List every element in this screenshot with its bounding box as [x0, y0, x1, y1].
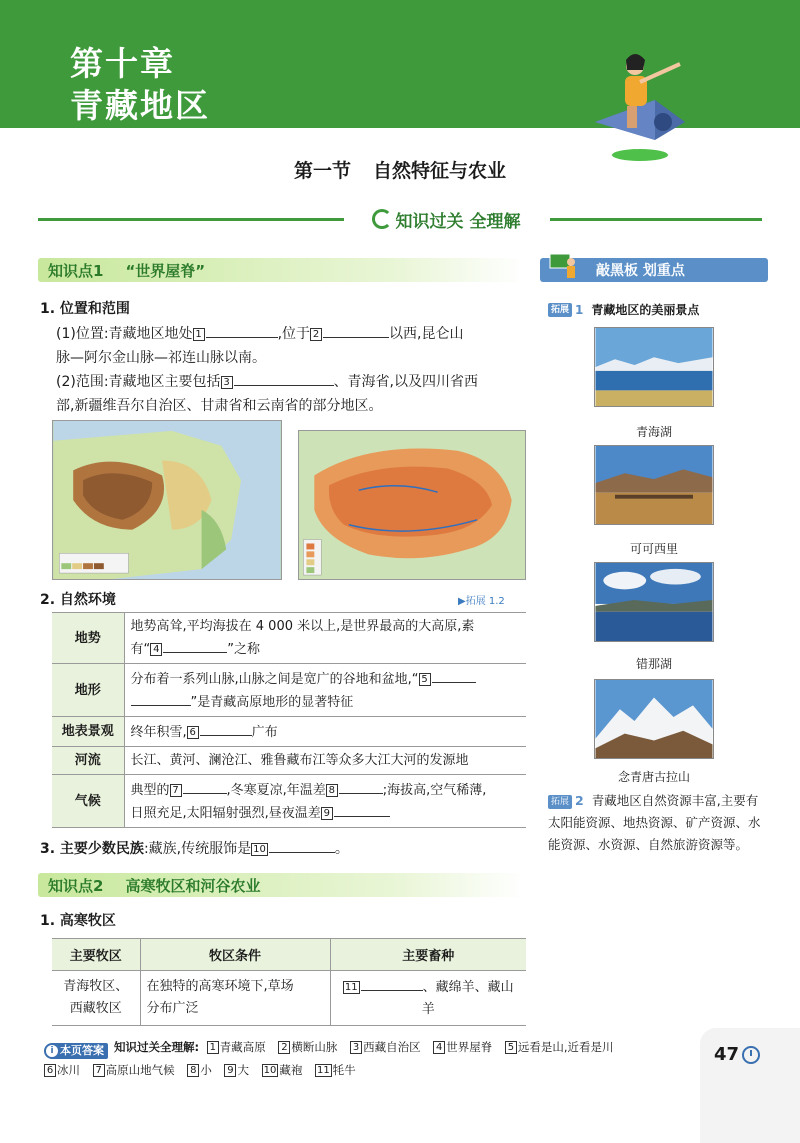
banner-label: 知识过关 全理解	[395, 211, 521, 232]
chapter-number: 第十章	[70, 44, 175, 83]
answer-number: 4	[433, 1041, 445, 1054]
text: 、藏绵羊、藏山羊	[421, 980, 514, 1017]
heading-location: 1. 位置和范围	[40, 301, 130, 317]
text: 地势高耸,平均海拔在 4 000 米以上,是世界最高的大高原,素	[130, 619, 475, 634]
text: 部,新疆维吾尔自治区、甘肃省和云南省的部分地区。	[56, 398, 383, 414]
blank-8[interactable]	[339, 778, 383, 794]
table-row	[52, 775, 526, 828]
answer-item	[505, 1040, 614, 1054]
answer-text: 世界屋脊	[446, 1040, 493, 1054]
kp-title: “世界屋脊”	[125, 261, 206, 280]
answer-item	[187, 1063, 212, 1077]
blank-number: 11	[344, 982, 358, 993]
text: ,位于	[277, 326, 311, 342]
section-number: 第一节	[293, 160, 351, 182]
blank-number: 9	[321, 807, 333, 820]
blank-number: 5	[419, 673, 431, 686]
answer-number: 7	[93, 1064, 105, 1077]
answer-text: 高原山地气候	[105, 1063, 175, 1077]
tuozhan-badge: 拓展	[548, 303, 572, 317]
row-key: 地势	[52, 613, 124, 664]
answer-item	[315, 1063, 356, 1077]
sidebar-title: 敲黑板 划重点	[596, 263, 685, 279]
answer-label: 知识过关全理解:	[114, 1040, 200, 1054]
text: 脉—阿尔金山脉—祁连山脉以南。	[56, 350, 266, 366]
answer-text: 牦牛	[332, 1063, 356, 1077]
column-header: 牧区条件	[140, 939, 330, 971]
blank-3[interactable]	[234, 370, 334, 386]
answer-text: 藏袍	[279, 1063, 303, 1077]
text: 分布广泛	[146, 1001, 199, 1016]
blank-11[interactable]	[361, 975, 423, 991]
blank-9[interactable]	[334, 801, 390, 817]
section-title	[0, 156, 800, 183]
blank-number: 8	[326, 784, 338, 797]
blank-4[interactable]	[163, 637, 227, 653]
tuozhan-number: 1	[575, 302, 584, 317]
cuona-lake-photo	[594, 562, 714, 642]
blank-6[interactable]	[200, 720, 252, 736]
row-value: 长江、黄河、澜沧江、雅鲁藏布江等众多大江大河的发源地	[124, 747, 526, 775]
pasture-table	[52, 938, 526, 1026]
photo-caption: 可可西里	[629, 542, 678, 556]
text: 青海牧区、	[63, 979, 129, 994]
table-row	[52, 971, 526, 1026]
page-number-text: 47	[714, 1044, 740, 1065]
row-key: 河流	[52, 747, 124, 775]
blank-7[interactable]	[183, 778, 227, 794]
blank-number: 4	[150, 643, 162, 656]
row-value	[124, 717, 526, 747]
column-header: 主要畜种	[330, 939, 526, 971]
answer-item	[44, 1063, 80, 1077]
answer-number: 6	[44, 1064, 56, 1077]
answer-number: 9	[224, 1064, 236, 1077]
answer-number: 5	[505, 1041, 517, 1054]
qinghai-tibet-region-map	[298, 430, 526, 580]
answer-text: 大	[237, 1063, 249, 1077]
text: 典型的	[130, 783, 170, 798]
banner-line-left	[38, 218, 344, 221]
answer-number: 1	[207, 1041, 219, 1054]
knowledge-point-2-header	[38, 873, 524, 897]
answer-item	[207, 1040, 266, 1054]
knowledge-banner	[38, 206, 762, 232]
sidebar-header	[540, 258, 768, 282]
banner-line-right	[550, 218, 762, 221]
text: 西藏牧区	[69, 1001, 122, 1016]
tuozhan-badge: 拓展	[548, 795, 572, 809]
tuozhan-number: 2	[575, 793, 584, 808]
badge-text: 本页答案	[60, 1044, 104, 1057]
text: 在独特的高寒环境下,草场	[146, 979, 294, 994]
text: 、青海省,以及四川省西	[333, 374, 479, 390]
photo-caption: 念青唐古拉山	[617, 770, 690, 784]
answer-bar	[44, 1036, 684, 1081]
answer-badge	[44, 1043, 108, 1059]
heading-pasture: 1. 高寒牧区	[40, 913, 116, 929]
blank-2[interactable]	[323, 322, 389, 338]
cell-animals	[330, 971, 526, 1026]
info-icon: i	[46, 1045, 58, 1057]
text: :藏族,传统服饰是	[143, 841, 252, 857]
knowledge-point-1-header	[38, 258, 524, 282]
page-number	[714, 1044, 760, 1065]
banner-title	[346, 206, 546, 232]
teacher-icon	[548, 250, 578, 282]
answer-item	[262, 1063, 303, 1077]
text: 日照充足,太阳辐射强烈,昼夜温差	[130, 806, 321, 821]
text: 以西,昆仑山	[389, 326, 464, 342]
answer-item	[93, 1063, 175, 1077]
table-row	[52, 613, 526, 664]
swirl-icon	[372, 209, 392, 229]
table-row	[52, 717, 526, 747]
tuozhan-text: 青藏地区自然资源丰富,主要有太阳能资源、地热资源、矿产资源、水能资源、水资源、自然旅游资源等。	[548, 793, 761, 852]
table-row	[52, 747, 526, 775]
answer-number: 10	[263, 1065, 277, 1076]
text: 3. 主要少数民族	[40, 841, 144, 857]
text: 有“	[130, 642, 151, 657]
text: 。	[334, 841, 349, 857]
blank-number: 6	[187, 726, 199, 739]
clock-icon	[742, 1046, 760, 1064]
photo-caption: 青海湖	[635, 425, 672, 439]
blank-number: 2	[310, 328, 322, 341]
row-value	[124, 775, 526, 828]
text: ;海拔高,空气稀薄,	[382, 783, 487, 798]
heading-ethnic	[40, 837, 349, 858]
answer-text: 西藏自治区	[363, 1040, 421, 1054]
location-paragraph	[56, 322, 526, 418]
text: (1)位置:青藏地区地处	[56, 326, 193, 342]
tuozhan-2	[548, 790, 768, 856]
girl-on-rocket-illustration	[585, 30, 695, 170]
text: 分布着一系列山脉,山脉之间是宽广的谷地和盆地,“	[130, 672, 419, 687]
text: ”是青藏高原地形的显著特征	[190, 695, 354, 710]
answer-text: 横断山脉	[291, 1040, 338, 1054]
row-key: 地表景观	[52, 717, 124, 747]
chapter-name: 青藏地区	[70, 86, 210, 125]
row-value	[124, 664, 526, 717]
answer-text: 远看是山,近看是川	[517, 1040, 614, 1054]
answer-text: 冰川	[57, 1063, 80, 1077]
text: 广布	[251, 725, 278, 740]
tuozhan-title: 青藏地区的美丽景点	[591, 303, 700, 317]
text: (2)范围:青藏地区主要包括	[56, 374, 221, 390]
tuozhan-1	[548, 301, 699, 318]
row-value	[124, 613, 526, 664]
text: 终年积雪,	[130, 725, 187, 740]
blank-number: 7	[170, 784, 182, 797]
kp-label: 知识点1	[48, 261, 104, 280]
section-name: 自然特征与农业	[373, 160, 507, 182]
blank-number: 3	[221, 376, 233, 389]
column-header: 主要牧区	[52, 939, 140, 971]
answer-item	[278, 1040, 337, 1054]
answer-number: 8	[187, 1064, 199, 1077]
hoh-xil-photo	[594, 445, 714, 525]
blank-number: 1	[193, 328, 205, 341]
kp-title: 高寒牧区和河谷农业	[125, 876, 261, 895]
environment-table	[52, 612, 526, 828]
nyenchen-tanglha-photo	[594, 679, 714, 759]
row-key: 地形	[52, 664, 124, 717]
blank-5[interactable]	[432, 667, 476, 683]
chapter-header	[0, 0, 800, 150]
table-row	[52, 664, 526, 717]
blank-number: 10	[253, 844, 266, 855]
qinghai-lake-photo	[594, 327, 714, 407]
text: ,冬寒夏凉,年温差	[226, 783, 326, 798]
answer-number: 11	[317, 1065, 330, 1076]
tuozhan-link[interactable]: ▶拓展 1.2	[458, 596, 505, 607]
blank-10[interactable]	[269, 837, 335, 853]
answer-text: 青藏高原	[219, 1040, 266, 1054]
blank-5-cont[interactable]	[131, 690, 191, 706]
text: ”之称	[227, 642, 260, 657]
cell-area	[52, 971, 140, 1026]
photo-caption: 错那湖	[635, 657, 672, 671]
heading-environment: 2. 自然环境	[40, 592, 116, 608]
kp-label: 知识点2	[48, 876, 104, 895]
answer-number: 2	[278, 1041, 290, 1054]
answer-text: 小	[200, 1063, 212, 1077]
answer-item	[350, 1040, 421, 1054]
answer-item	[433, 1040, 492, 1054]
row-key: 气候	[52, 775, 124, 828]
china-topographic-map	[52, 420, 282, 580]
answer-number: 3	[350, 1041, 362, 1054]
blank-1[interactable]	[206, 322, 278, 338]
table-header-row	[52, 939, 526, 971]
cell-condition	[140, 971, 330, 1026]
answer-item	[224, 1063, 249, 1077]
